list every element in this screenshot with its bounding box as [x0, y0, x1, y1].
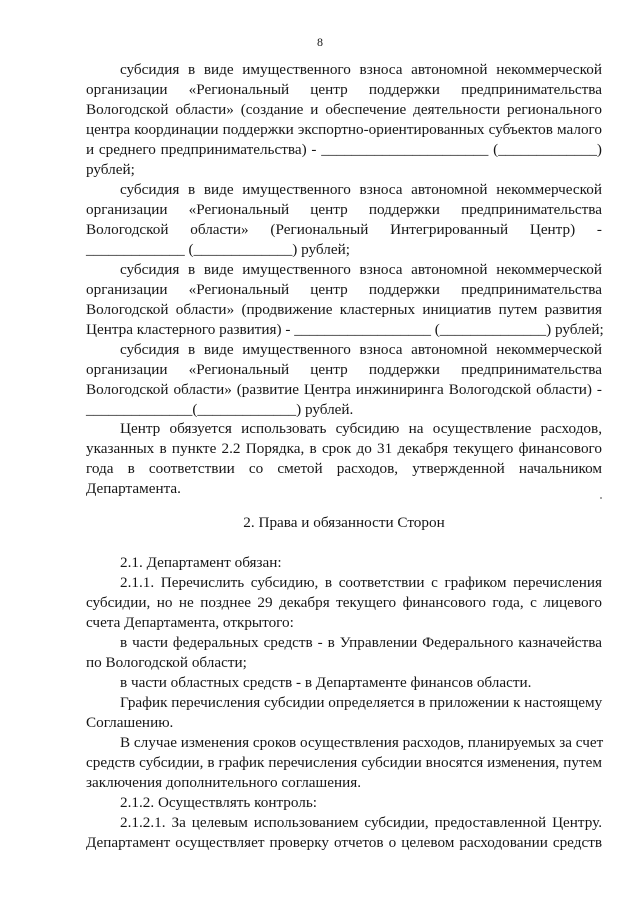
text-line: центра координации поддержки экспортно-ориентированных субъектов малого	[86, 121, 602, 138]
text-line: и среднего предпринимательства) - ______________________ (_____________)	[86, 141, 602, 158]
text-line: В случае изменения сроков осуществления расходов, планируемых за счет	[120, 734, 604, 751]
scan-speck	[600, 497, 602, 499]
text-line: счета Департамента, открытого:	[86, 614, 294, 631]
text-line: _____________ (_____________) рублей;	[86, 241, 350, 258]
text-line: по Вологодской области;	[86, 654, 247, 671]
text-line: указанных в пункте 2.2 Порядка, в срок до 31 декабря текущего финансового	[86, 440, 602, 457]
text-line: организации «Региональный центр поддержки предпринимательства	[86, 201, 602, 218]
text-line: субсидия в виде имущественного взноса автономной некоммерческой	[120, 261, 602, 278]
text-line: 2.1.2. Осуществлять контроль:	[120, 794, 318, 811]
text-line: Центр обязуется использовать субсидию на осуществление расходов,	[120, 420, 602, 437]
text-line: субсидии, но не позднее 29 декабря текущего финансового года, с лицевого	[86, 594, 602, 611]
text-line: 2.1.1. Перечислить субсидию, в соответствии с графиком перечисления	[120, 574, 602, 591]
text-line: Центра кластерного развития) - __________________ (______________) рублей;	[86, 321, 604, 338]
text-line: 2.1. Департамент обязан:	[120, 554, 282, 571]
text-line: Вологодской области» (Региональный Интегрированный Центр) -	[86, 221, 602, 238]
text-line: года в соответствии со сметой расходов, утвержденной начальником	[86, 460, 602, 477]
text-line: Вологодской области» (развитие Центра инжиниринга Вологодской области) -	[86, 381, 602, 398]
text-line: субсидия в виде имущественного взноса автономной некоммерческой	[120, 181, 602, 198]
text-line: в части федеральных средств - в Управлении Федерального казначейства	[120, 634, 602, 651]
text-line: заключения дополнительного соглашения.	[86, 774, 361, 791]
section-heading: 2. Права и обязанности Сторон	[243, 514, 445, 531]
page-number: 8	[317, 35, 323, 49]
text-line: ______________(_____________) рублей.	[86, 401, 354, 418]
text-line: Департамент осуществляет проверку отчетов о целевом расходовании средств	[86, 834, 602, 851]
text-line: Департамента.	[86, 480, 181, 497]
text-line: рублей;	[86, 161, 135, 178]
text-line: субсидия в виде имущественного взноса автономной некоммерческой	[120, 341, 602, 358]
text-line: 2.1.2.1. За целевым использованием субсидии, предоставленной Центру.	[120, 814, 602, 831]
text-line: Вологодской области» (продвижение кластерных инициатив путем развития	[86, 301, 602, 318]
text-line: организации «Региональный центр поддержки предпринимательства	[86, 281, 602, 298]
text-line: Соглашению.	[86, 714, 174, 731]
text-line: График перечисления субсидии определяется в приложении к настоящему	[120, 694, 603, 711]
text-line: организации «Региональный центр поддержки предпринимательства	[86, 81, 602, 98]
text-line: организации «Региональный центр поддержки предпринимательства	[86, 361, 602, 378]
text-line: средств субсидии, в график перечисления субсидии вносятся изменения, путем	[86, 754, 602, 771]
text-line: субсидия в виде имущественного взноса автономной некоммерческой	[120, 61, 602, 78]
text-line: в части областных средств - в Департаменте финансов области.	[120, 674, 532, 691]
text-line: Вологодской области» (создание и обеспечение деятельности регионального	[86, 101, 602, 118]
